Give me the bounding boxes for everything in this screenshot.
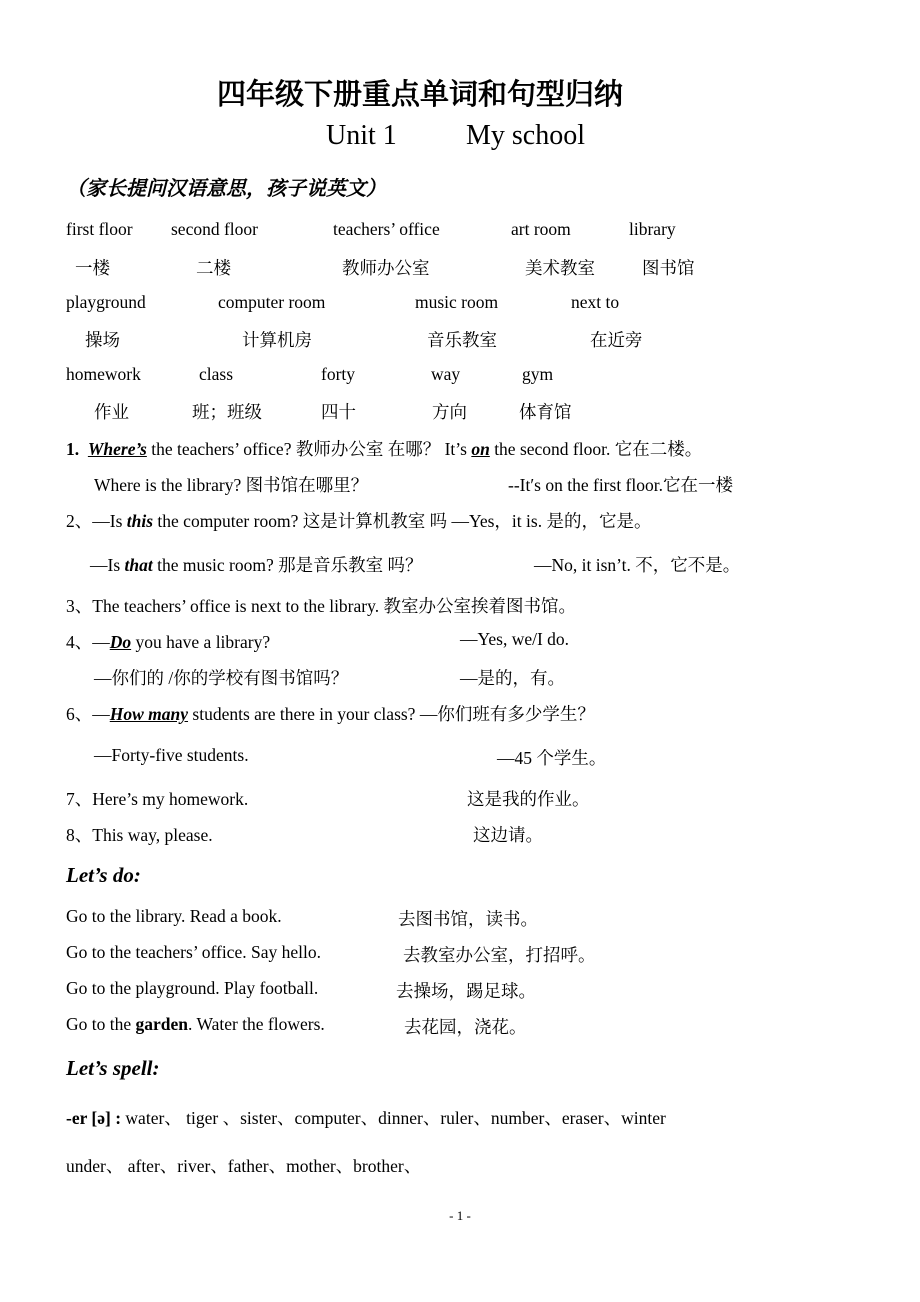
page-number: - 1 - bbox=[449, 1208, 471, 1223]
keyword: this bbox=[126, 511, 154, 531]
phonics-label: -er [ə] : bbox=[66, 1108, 122, 1128]
sentence-text: you have a library? bbox=[131, 632, 271, 652]
sentence-3: 3、The teachers’ office is next to the library. 教室办公室挨着图书馆。 bbox=[66, 596, 576, 616]
vocab-meaning: 计算机房 bbox=[242, 331, 312, 351]
sentence-text: students are there in your class? —你们班有多少学生？ bbox=[188, 704, 595, 724]
sentence-4-question bbox=[66, 629, 270, 654]
sentence-4-answer: —Yes, we/I do. bbox=[460, 629, 570, 649]
keyword: on bbox=[471, 439, 490, 459]
sentence-1 bbox=[66, 436, 702, 461]
vocab-meaning: 教师办公室 bbox=[342, 259, 430, 279]
keyword: Where’s bbox=[87, 439, 147, 459]
lets-do-translation: 去教室办公室，打招呼。 bbox=[403, 945, 596, 965]
keyword: garden bbox=[135, 1014, 189, 1034]
spell-line-2: under、 after、river、father、mother、brother、 bbox=[66, 1156, 422, 1176]
vocab-meaning: 二楼 bbox=[196, 259, 231, 279]
vocab-word: first floor bbox=[66, 219, 133, 239]
vocab-word: library bbox=[629, 219, 676, 239]
vocab-meaning: 一楼 bbox=[75, 259, 110, 279]
sentence-text: 6、— bbox=[66, 704, 110, 724]
lets-do-item: Go to the teachers’ office. Say hello. bbox=[66, 942, 321, 962]
vocab-meaning: 音乐教室 bbox=[427, 331, 497, 351]
sentence-6 bbox=[66, 701, 595, 726]
vocab-meaning: 作业 bbox=[94, 403, 129, 423]
sentence-6b-translation: —45 个学生。 bbox=[497, 748, 607, 768]
lets-do-text: . Water the flowers. bbox=[188, 1014, 325, 1034]
vocab-word: class bbox=[199, 364, 234, 384]
lets-do-translation: 去花园，浇花。 bbox=[404, 1017, 527, 1037]
sentence-text: the computer room? 这是计算机教室 吗 —Yes，it is. 是的，它是。 bbox=[153, 511, 652, 531]
sentence-4b-answer: —是的，有。 bbox=[460, 668, 565, 688]
spell-words: water、 tiger 、sister、computer、dinner、ruler、number、eraser、winter bbox=[121, 1108, 666, 1128]
vocab-word: gym bbox=[522, 364, 554, 384]
vocab-meaning: 体育馆 bbox=[519, 403, 572, 423]
sentence-text: 4、— bbox=[66, 632, 110, 652]
instruction-note: （家长提问汉语意思，孩子说英文） bbox=[66, 176, 386, 200]
vocab-word: homework bbox=[66, 364, 141, 384]
vocab-meaning: 班；班级 bbox=[192, 403, 262, 423]
page-title: 四年级下册重点单词和句型归纳 bbox=[216, 77, 623, 111]
lets-do-item: Go to the library. Read a book. bbox=[66, 906, 282, 926]
lets-do-item: Go to the playground. Play football. bbox=[66, 978, 319, 998]
keyword: How many bbox=[109, 704, 189, 724]
vocab-word: playground bbox=[66, 292, 146, 312]
unit-label: Unit 1 bbox=[326, 120, 397, 151]
sentence-2b-question bbox=[90, 552, 423, 577]
keyword: Do bbox=[109, 632, 132, 652]
sentence-8: 8、This way, please. bbox=[66, 825, 213, 845]
sentence-number: 1. bbox=[66, 439, 80, 459]
sentence-text: 2、—Is bbox=[66, 511, 127, 531]
unit-name: My school bbox=[466, 120, 585, 151]
sentence-8-translation: 这边请。 bbox=[473, 825, 543, 845]
lets-do-translation: 去操场，踢足球。 bbox=[396, 981, 536, 1001]
vocab-meaning: 在近旁 bbox=[590, 331, 643, 351]
vocab-word: forty bbox=[321, 364, 356, 384]
sentence-1b-answer: --It′s on the first floor.它在一楼 bbox=[508, 475, 733, 495]
lets-spell-heading: Let’s spell: bbox=[66, 1056, 160, 1080]
vocab-meaning: 操场 bbox=[85, 331, 120, 351]
sentence-7-translation: 这是我的作业。 bbox=[467, 789, 590, 809]
sentence-7: 7、Here’s my homework. bbox=[66, 789, 249, 809]
lets-do-item bbox=[66, 1014, 325, 1035]
vocab-meaning: 美术教室 bbox=[525, 259, 595, 279]
sentence-text: —Is bbox=[90, 555, 125, 575]
lets-do-translation: 去图书馆，读书。 bbox=[398, 909, 538, 929]
vocab-word: way bbox=[431, 364, 461, 384]
vocab-word: computer room bbox=[218, 292, 326, 312]
vocab-meaning: 四十 bbox=[321, 403, 356, 423]
vocab-meaning: 方向 bbox=[432, 403, 467, 423]
vocab-meaning: 图书馆 bbox=[642, 259, 695, 279]
keyword: that bbox=[124, 555, 153, 575]
vocab-word: second floor bbox=[171, 219, 258, 239]
vocab-word: art room bbox=[511, 219, 571, 239]
sentence-2b-answer: —No, it isn’t. 不，它不是。 bbox=[534, 555, 741, 575]
lets-do-heading: Let’s do: bbox=[66, 863, 141, 887]
sentence-2 bbox=[66, 508, 651, 533]
sentence-text: the teachers’ office? 教师办公室 在哪？ It’s bbox=[146, 439, 472, 459]
lets-do-text: Go to the bbox=[66, 1014, 136, 1034]
sentence-text: the second floor. 它在二楼。 bbox=[489, 439, 703, 459]
spell-line-1 bbox=[66, 1105, 666, 1130]
vocab-word: next to bbox=[571, 292, 620, 312]
sentence-6b-answer: —Forty-five students. bbox=[94, 745, 249, 765]
sentence-text: the music room? 那是音乐教室 吗？ bbox=[152, 555, 423, 575]
sentence-1b-question: Where is the library? 图书馆在哪里？ bbox=[94, 475, 369, 495]
vocab-word: teachers’ office bbox=[333, 219, 440, 239]
vocab-word: music room bbox=[415, 292, 499, 312]
sentence-4b-question: —你们的 /你的学校有图书馆吗？ bbox=[94, 668, 349, 688]
